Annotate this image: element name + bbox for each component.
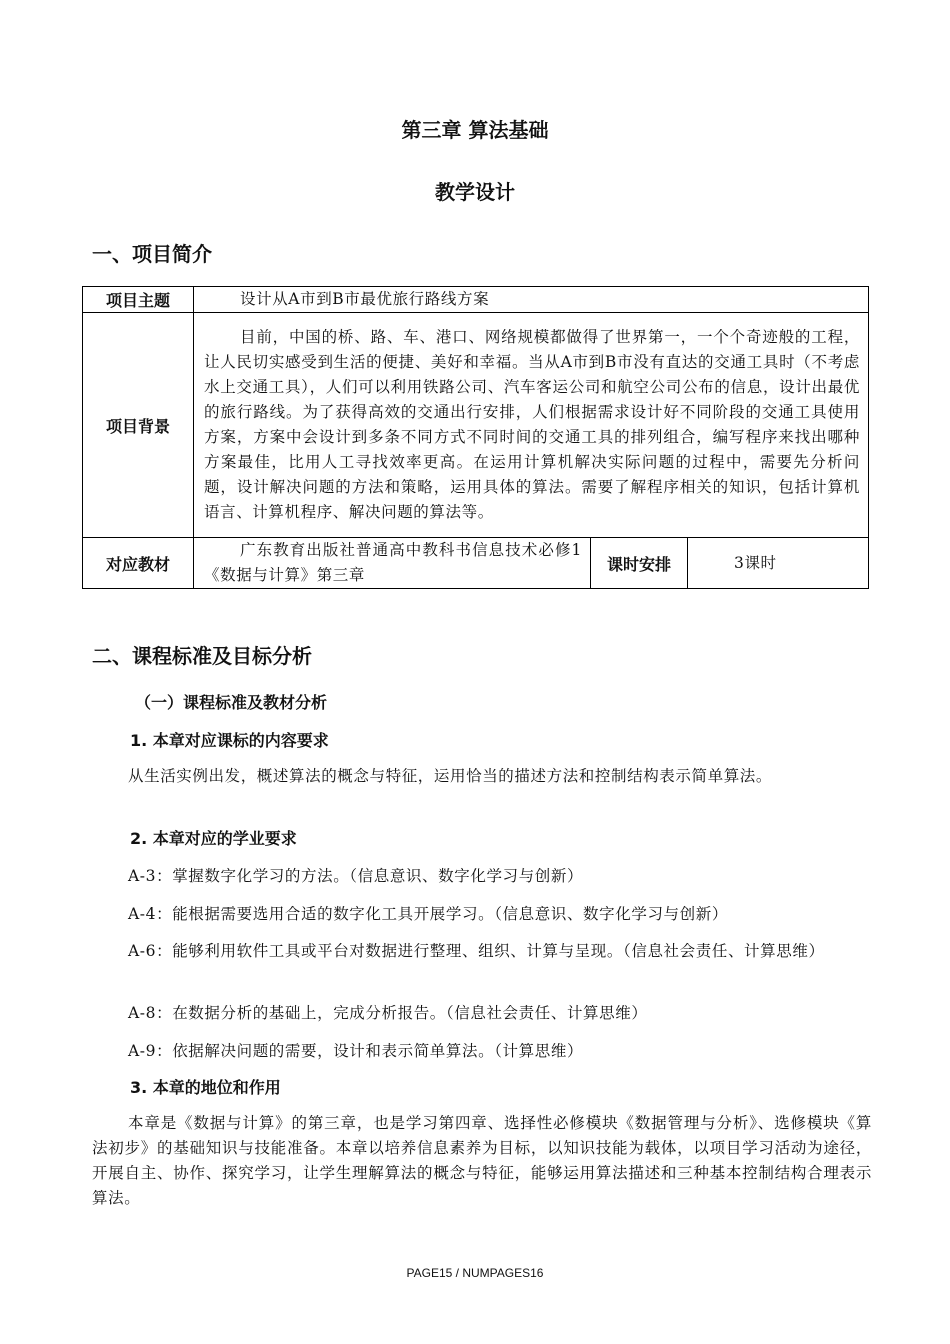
topic-label: 项目主题 <box>83 287 194 313</box>
requirement-a6: A-6：能够利用软件工具或平台对数据进行整理、组织、计算与呈现。（信息社会责任、计算思维） <box>128 942 825 960</box>
item3-title: 3. 本章的地位和作用 <box>130 1078 281 1097</box>
document-subtitle: 教学设计 <box>435 180 515 204</box>
material-text: 广东教育出版社普通高中教科书信息技术必修1《数据与计算》第三章 <box>204 541 582 584</box>
schedule-value <box>688 538 869 589</box>
requirement-a3: A-3：掌握数字化学习的方法。（信息意识、数字化学习与创新） <box>128 867 584 885</box>
schedule-label: 课时安排 <box>591 538 688 589</box>
requirement-a8: A-8：在数据分析的基础上，完成分析报告。（信息社会责任、计算思维） <box>128 1004 648 1022</box>
requirement-a9: A-9：依据解决问题的需要，设计和表示简单算法。（计算思维） <box>128 1042 584 1060</box>
material-label: 对应教材 <box>83 538 194 589</box>
item1-text: 从生活实例出发，概述算法的概念与特征，运用恰当的描述方法和控制结构表示简单算法。 <box>128 767 773 785</box>
topic-value <box>194 287 869 313</box>
chapter-title: 第三章 算法基础 <box>401 118 549 142</box>
project-info-table <box>82 286 869 589</box>
table-row <box>83 313 869 538</box>
item3-text: 本章是《数据与计算》的第三章，也是学习第四章、选择性必修模块《数据管理与分析》、选修模块《算法初步》的基础知识与技能准备。本章以培养信息素养为目标，以知识技能为载体，以项目学习活动为途径，开展自主、协作、探究学习，让学生理解算法的概念与特征，能够运用算法描述和三种基本控制结构合理表示算法。 <box>92 1114 872 1207</box>
requirement-a4: A-4：能根据需要选用合适的数字化工具开展学习。（信息意识、数字化学习与创新） <box>128 905 728 923</box>
page-footer: PAGE15 / NUMPAGES16 <box>406 1266 544 1280</box>
item2-title: 2. 本章对应的学业要求 <box>130 829 297 848</box>
background-value <box>194 313 869 538</box>
section-heading-standards: 二、课程标准及目标分析 <box>92 644 312 668</box>
background-label: 项目背景 <box>83 313 194 538</box>
section-heading-intro: 一、项目简介 <box>92 242 212 266</box>
material-value <box>194 538 591 589</box>
background-text: 目前，中国的桥、路、车、港口、网络规模都做得了世界第一，一个个奇迹般的工程，让人民切实感受到生活的便捷、美好和幸福。当从A市到B市没有直达的交通工具时（不考虑水上交通工具），人们可以利用铁路公司、汽车客运公司和航空公司公布的信息，设计出最优的旅行路线。为了获得高效的交通出行安排，人们根据需求设计好不同阶段的交通工具使用方案，方案中会设计到多条不同方式不同时间的交通工具的排列组合，编写程序来找出哪种方案最佳，比用人工寻找效率更高。在运用计算机解决实际问题的过程中，需要先分析问题，设计解决问题的方法和策略，运用具体的算法。需要了解程序相关的知识，包括计算机语言、计算机程序、解决问题的算法等。 <box>204 328 860 521</box>
subsection-heading: （一）课程标准及教材分析 <box>135 693 328 712</box>
item1-title: 1. 本章对应课标的内容要求 <box>130 731 329 750</box>
table-row <box>83 538 869 589</box>
schedule-text: 3课时 <box>734 553 777 572</box>
topic-text: 设计从A市到B市最优旅行路线方案 <box>240 290 490 308</box>
table-row <box>83 287 869 313</box>
